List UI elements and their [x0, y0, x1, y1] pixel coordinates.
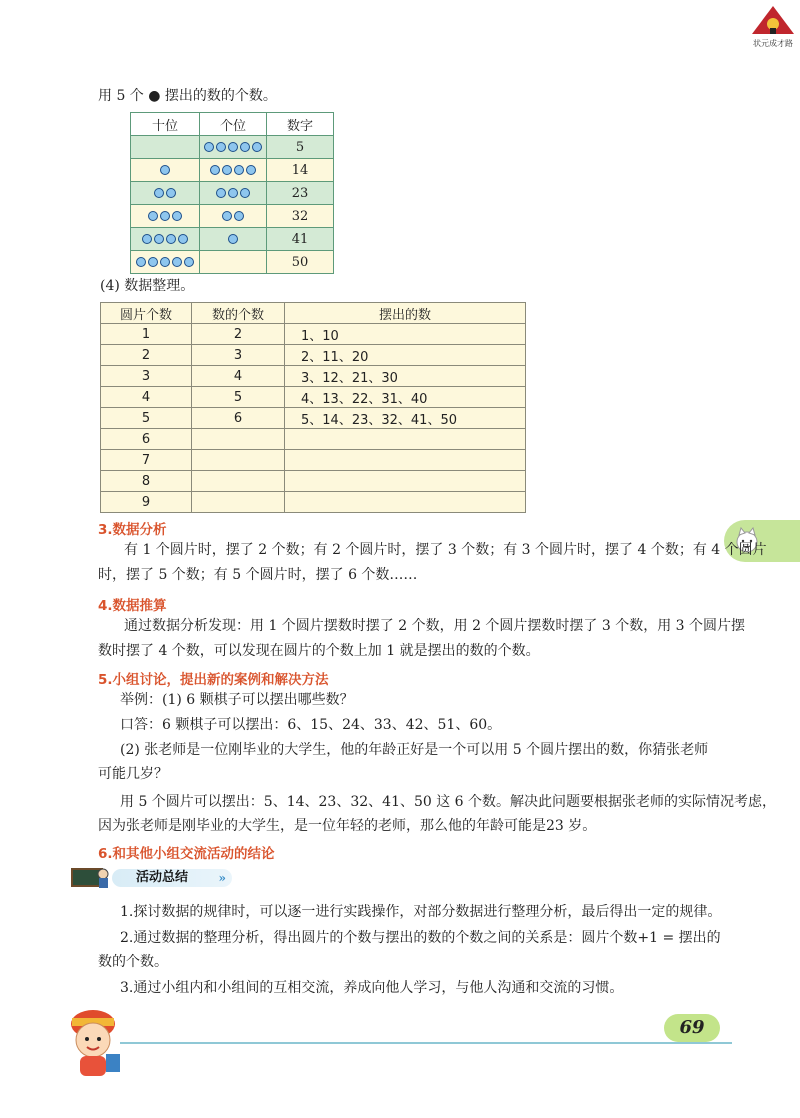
data-organize-table: [100, 302, 526, 513]
table1-row: [131, 159, 334, 182]
sec5-line5: 用 5 个圆片可以摆出：5、14、23、32、41、50 这 6 个数。解决此问题要根据张老师的实际情况考虑，: [120, 794, 777, 810]
circle-count-cell: 6: [101, 429, 192, 450]
ones-cell: [200, 159, 267, 182]
header-number: 数字: [267, 113, 334, 136]
ones-cell: [200, 136, 267, 159]
publisher-logo: [748, 4, 798, 48]
tens-cell: [131, 182, 200, 205]
header-ones: 个位: [200, 113, 267, 136]
header-number-count: 数的个数: [192, 303, 285, 324]
table1-row: [131, 182, 334, 205]
sec5-line6: 因为张老师是刚毕业的大学生，是一位年轻的老师，那么他的年龄可能是23 岁。: [98, 818, 597, 834]
circle-chip-icon: [172, 211, 182, 221]
circle-chip-icon: [160, 257, 170, 267]
number-count-cell: [192, 429, 285, 450]
mascot-boy-icon: [58, 1004, 128, 1084]
number-count-cell: [192, 471, 285, 492]
ones-cell: [200, 182, 267, 205]
ones-cell: [200, 228, 267, 251]
summary-point-2b: 数的个数。: [98, 954, 168, 970]
sec3-line1: 有 1 个圆片时，摆了 2 个数；有 2 个圆片时，摆了 3 个数；有 3 个圆片时，摆了 4 个数；有 4 个圆片: [124, 542, 767, 558]
number-count-cell: 6: [192, 408, 285, 429]
table1-row: [131, 205, 334, 228]
tens-cell: [131, 159, 200, 182]
circle-chip-icon: [160, 165, 170, 175]
sec4-line2: 数时摆了 4 个数，可以发现在圆片的个数上加 1 就是摆出的数的个数。: [98, 643, 540, 659]
table2-row: [101, 366, 526, 387]
circle-chip-icon: [178, 234, 188, 244]
summary-point-3: 3.通过小组内和小组间的互相交流，养成向他人学习，与他人沟通和交流的习惯。: [120, 980, 624, 996]
tens-cell: [131, 251, 200, 274]
numbers-cell: [285, 429, 526, 450]
numbers-cell: 1、10: [285, 324, 526, 345]
circle-chip-icon: [136, 257, 146, 267]
circle-chip-icon: [148, 211, 158, 221]
numbers-cell: [285, 492, 526, 513]
circle-count-cell: 1: [101, 324, 192, 345]
circle-chip-icon: [154, 234, 164, 244]
summary-title: 活动总结: [136, 870, 189, 885]
footer-rule: [120, 1042, 732, 1044]
logo-triangle-icon: [748, 4, 798, 36]
table1-row: [131, 228, 334, 251]
numbers-cell: [285, 471, 526, 492]
page-number: 69: [664, 1014, 720, 1042]
summary-banner: [70, 866, 240, 890]
circle-chip-icon: [172, 257, 182, 267]
tens-cell: [131, 136, 200, 159]
number-cell: 14: [267, 159, 334, 182]
table2-row: [101, 345, 526, 366]
circle-count-cell: 2: [101, 345, 192, 366]
circle-chip-icon: [222, 211, 232, 221]
circle-count-cell: 3: [101, 366, 192, 387]
circle-chip-icon: [142, 234, 152, 244]
number-cell: 32: [267, 205, 334, 228]
sec5-line1: 举例：(1) 6 颗棋子可以摆出哪些数？: [120, 692, 354, 708]
section-4-label: (4) 数据整理。: [100, 278, 195, 294]
table2-row: [101, 408, 526, 429]
circle-count-cell: 8: [101, 471, 192, 492]
ones-cell: [200, 205, 267, 228]
sec3-line2: 时，摆了 5 个数；有 5 个圆片时，摆了 6 个数……: [98, 567, 418, 583]
section-3-heading: 3.数据分析: [98, 522, 167, 538]
number-cell: 41: [267, 228, 334, 251]
circle-chip-icon: [228, 234, 238, 244]
number-count-cell: [192, 450, 285, 471]
summary-title-pill: [112, 869, 232, 887]
circle-chip-icon: [184, 257, 194, 267]
table2-row: [101, 429, 526, 450]
table2-row: [101, 450, 526, 471]
tens-cell: [131, 228, 200, 251]
table2-row: [101, 492, 526, 513]
number-count-cell: [192, 492, 285, 513]
number-count-cell: 2: [192, 324, 285, 345]
section-5-heading: 5.小组讨论，提出新的案例和解决方法: [98, 672, 329, 688]
section-6-heading: 6.和其他小组交流活动的结论: [98, 846, 275, 862]
header-numbers: 摆出的数: [285, 303, 526, 324]
section-4-heading: 4.数据推算: [98, 598, 167, 614]
header-tens: 十位: [131, 113, 200, 136]
ones-cell: [200, 251, 267, 274]
numbers-cell: 3、12、21、30: [285, 366, 526, 387]
header-circle-count: 圆片个数: [101, 303, 192, 324]
circle-chip-icon: [160, 211, 170, 221]
sec5-line3: (2) 张老师是一位刚毕业的大学生，他的年龄正好是一个可以用 5 个圆片摆出的数，你猜张老师: [120, 742, 709, 758]
circle-count-cell: 5: [101, 408, 192, 429]
table2-row: [101, 387, 526, 408]
circle-chip-icon: [234, 165, 244, 175]
chalkboard-icon: [70, 866, 110, 890]
circle-chip-icon: [222, 165, 232, 175]
circle-chip-icon: [240, 188, 250, 198]
table1-row: [131, 136, 334, 159]
number-cell: 23: [267, 182, 334, 205]
number-count-cell: 5: [192, 387, 285, 408]
number-count-cell: 4: [192, 366, 285, 387]
circle-chip-icon: [240, 142, 250, 152]
summary-point-2a: 2.通过数据的整理分析，得出圆片的个数与摆出的数的个数之间的关系是：圆片个数+1 = 摆出的: [120, 930, 721, 946]
circle-chip-icon: [148, 257, 158, 267]
circle-chip-icon: [234, 211, 244, 221]
sec5-line4: 可能几岁？: [98, 766, 168, 782]
circle-chip-icon: [216, 188, 226, 198]
circle-chip-icon: [210, 165, 220, 175]
circle-count-cell: 7: [101, 450, 192, 471]
circle-chip-icon: [228, 142, 238, 152]
double-chevron-icon: »: [218, 871, 226, 885]
intro-text: 用 5 个 ● 摆出的数的个数。: [98, 88, 277, 104]
circle-chip-icon: [252, 142, 262, 152]
numbers-cell: 5、14、23、32、41、50: [285, 408, 526, 429]
circle-arrangement-table: [130, 112, 334, 274]
circle-chip-icon: [166, 234, 176, 244]
mascot-illustration: [58, 1004, 128, 1084]
table2-row: [101, 324, 526, 345]
circle-chip-icon: [154, 188, 164, 198]
sec5-line2: 口答：6 颗棋子可以摆出：6、15、24、33、42、51、60。: [120, 717, 502, 733]
circle-chip-icon: [216, 142, 226, 152]
table1-row: [131, 251, 334, 274]
numbers-cell: 4、13、22、31、40: [285, 387, 526, 408]
tens-cell: [131, 205, 200, 228]
circle-chip-icon: [228, 188, 238, 198]
summary-point-1: 1.探讨数据的规律时，可以逐一进行实践操作，对部分数据进行整理分析，最后得出一定的规律。: [120, 904, 722, 920]
number-cell: 50: [267, 251, 334, 274]
number-count-cell: 3: [192, 345, 285, 366]
number-cell: 5: [267, 136, 334, 159]
circle-count-cell: 9: [101, 492, 192, 513]
numbers-cell: 2、11、20: [285, 345, 526, 366]
circle-count-cell: 4: [101, 387, 192, 408]
sec4-line1: 通过数据分析发现：用 1 个圆片摆数时摆了 2 个数，用 2 个圆片摆数时摆了 3 个数，用 3 个圆片摆: [124, 618, 746, 634]
table2-row: [101, 471, 526, 492]
circle-chip-icon: [166, 188, 176, 198]
circle-chip-icon: [246, 165, 256, 175]
circle-chip-icon: [204, 142, 214, 152]
logo-text: 状元成才路: [753, 39, 793, 48]
numbers-cell: [285, 450, 526, 471]
